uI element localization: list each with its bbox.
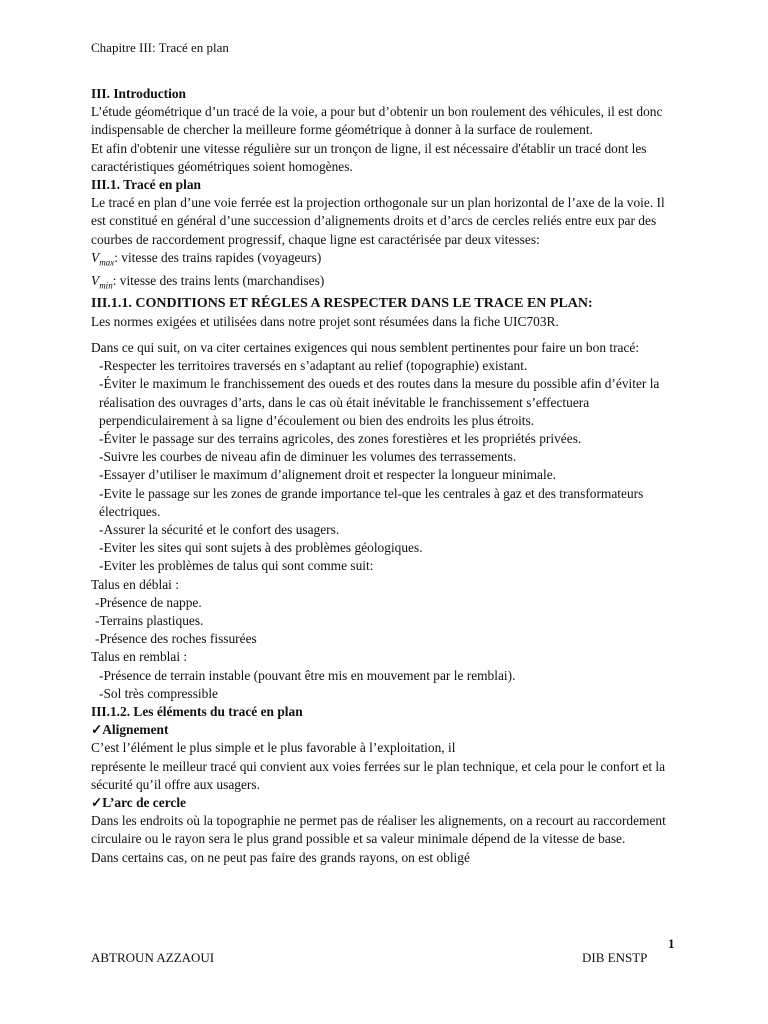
checked-heading: ✓L’arc de cercle [91,795,187,811]
section-heading: III. Introduction [91,86,187,101]
speed-variable: $V_{min}$ [91,272,113,291]
paragraph-line [91,331,681,339]
page-header: Chapitre III: Tracé en plan [91,40,229,55]
speed-variable: $V_{max}$ [91,249,115,268]
footer-authors: ABTROUN AZZAOUI [91,950,215,965]
paragraph-line: Les normes exigées et utilisées dans notre projet sont résumées dans la fiche UIC703R. [91,313,559,329]
paragraph-line: -Respecter les territoires traversés en s’adaptant au relief (topographie) existant. [99,358,528,374]
section-heading: III.1.2. Les éléments du tracé en plan [91,704,303,720]
paragraph-line: Dans ce qui suit, on va citer certaines exigences qui nous semblent pertinentes pour faire un bon tracé: [91,339,640,355]
page-number: 1 [668,936,675,951]
section-heading: III.1. Tracé en plan [91,177,201,193]
paragraph-line: C’est l’élément le plus simple et le plus favorable à l’exploitation, il [91,740,456,756]
checked-heading: ✓Alignement [91,722,169,738]
paragraph-line: -Assurer la sécurité et le confort des usagers. [99,522,340,538]
paragraph-line: Dans certains cas, on ne peut pas faire des grands rayons, on est obligé [91,849,470,865]
paragraph-line: -Éviter le passage sur des terrains agricoles, des zones forestières et les propriétés privées. [99,431,582,446]
section-heading: III.1.1. CONDITIONS ET RÉGLES A RESPECTER DANS LE TRACE EN PLAN: [91,295,593,311]
paragraph-line: Dans les endroits où la topographie ne permet pas de réaliser les alignements, on a recourt au raccordement circulaire ou le rayon sera le plus grand possible et sa valeur minimale dépend de la vitesse de base. [91,813,666,847]
paragraph-line: -Présence des roches fissurées [95,631,257,647]
paragraph-line: -Éviter le maximum le franchissement des oueds et des routes dans la mesure du possible afin d’éviter la réalisation des ouvrages d’arts, dans le cas où était inévitable le franchissement s’effectuera perpendiculairement à sa ligne d’écoulement ou bien des endroits les plus étroits. [99,376,660,428]
footer-school: DIB ENSTP [582,950,648,965]
paragraph-line: -Sol très compressible [99,685,219,701]
paragraph-line: Le tracé en plan d’une voie ferrée est la projection orthogonale sur un plan horizontal de l’axe de la voie. Il est constitué en général d’une succession d’alignements droits et d’arcs de cercles reliés entre eux par des courbes de raccordement progressif, chaque ligne est caractérisée par deux vitesses: [91,195,665,247]
paragraph-line: Talus en remblai : [91,649,188,665]
paragraph-line: -Essayer d’utiliser le maximum d’alignement droit et respecter la longueur minimale. [99,467,556,483]
paragraph-line: -Présence de nappe. [95,594,202,610]
paragraph-line: $V_{min}$: vitesse des trains lents (marchandises) [91,272,325,291]
paragraph-line: $V_{max}$: vitesse des trains rapides (voyageurs) [91,249,322,268]
paragraph-line: Talus en déblai : [91,576,179,592]
paragraph-line: représente le meilleur tracé qui convient aux voies ferrées sur le plan technique, et cela pour le confort et la sécurité qu’il offre aux usagers. [91,758,666,792]
paragraph-line: Et afin d'obtenir une vitesse régulière sur un tronçon de ligne, il est nécessaire d'établir un tracé dont les caractéristiques géométriques soient homogènes. [91,140,647,174]
paragraph-line: -Eviter les sites qui sont sujets à des problèmes géologiques. [99,540,423,556]
paragraph-line: L’étude géométrique d’un tracé de la voie, a pour but d’obtenir un bon roulement des véhicules, il est donc indispensable de chercher la meilleure forme géométrique à donner à la surface de roulement. [91,104,663,138]
document-body [91,85,681,867]
paragraph-line: -Terrains plastiques. [95,613,204,629]
paragraph-line: -Evite le passage sur les zones de grande importance tel-que les centrales à gaz et des transformateurs électriques. [99,485,644,519]
paragraph-line: -Eviter les problèmes de talus qui sont comme suit: [99,558,374,574]
paragraph-line: -Suivre les courbes de niveau afin de diminuer les volumes des terrassements. [99,449,517,465]
paragraph-line: -Présence de terrain instable (pouvant être mis en mouvement par le remblai). [99,667,516,683]
